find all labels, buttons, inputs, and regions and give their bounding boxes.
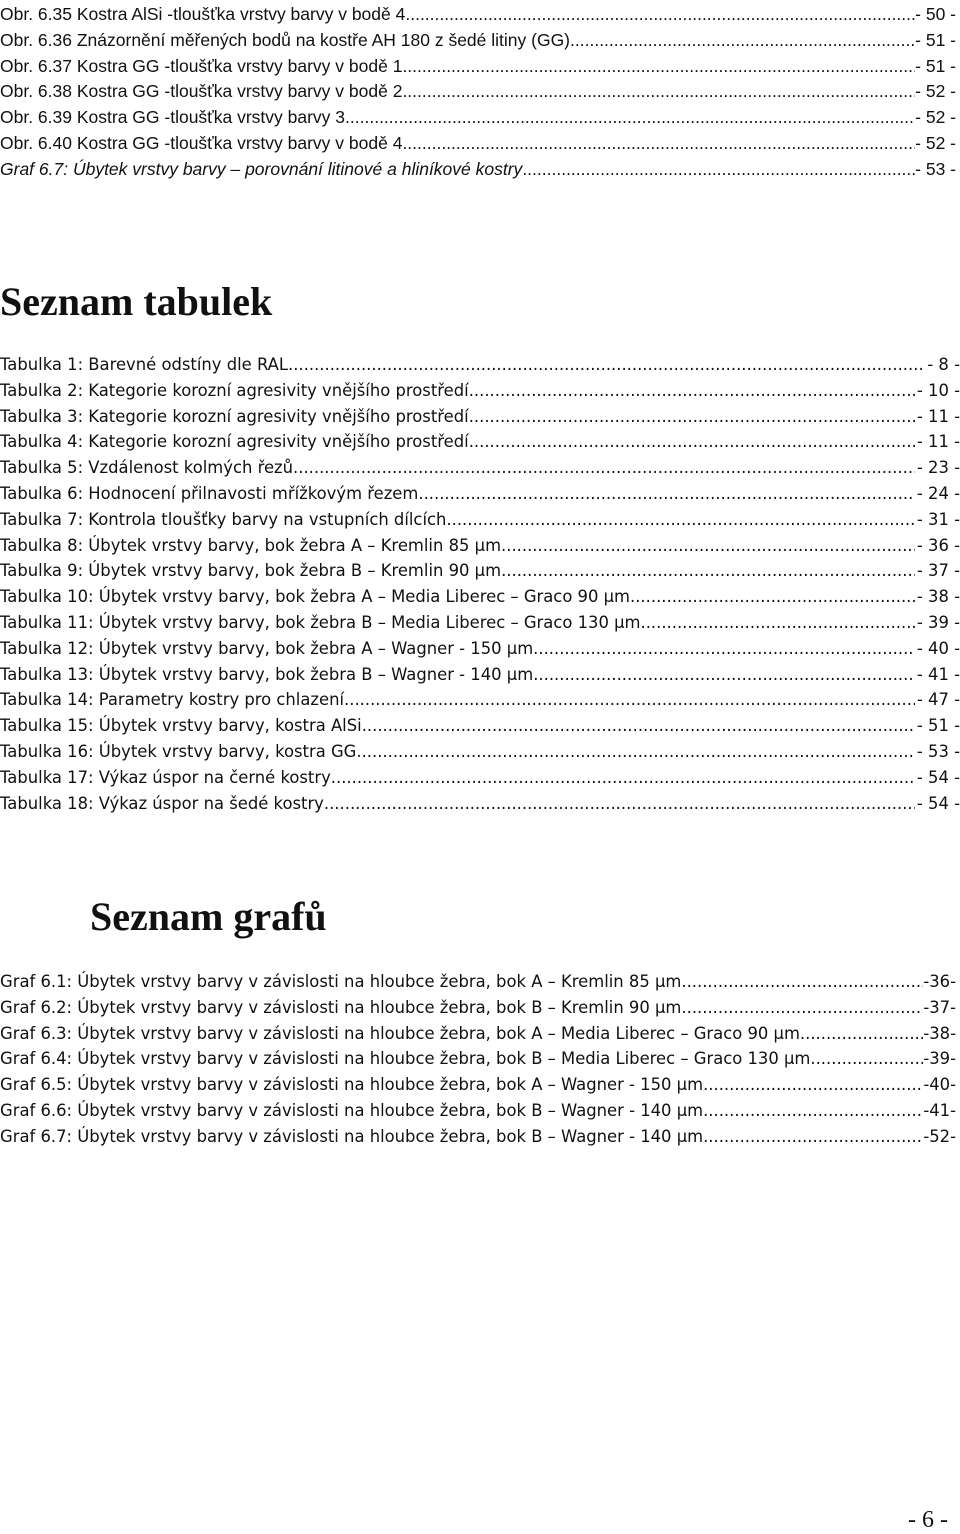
toc-entry-title: Tabulka 3: Kategorie korozní agresivity vnějšího prostředí	[0, 406, 469, 426]
dot-leader	[324, 791, 915, 817]
toc-entry[interactable]	[0, 533, 960, 559]
toc-entry[interactable]	[0, 352, 960, 378]
toc-entry-page: - 52 -	[915, 132, 956, 153]
toc-entry[interactable]	[0, 791, 960, 817]
toc-entry-title: Tabulka 7: Kontrola tloušťky barvy na vstupních dílcích	[0, 509, 447, 529]
toc-entry[interactable]	[0, 765, 960, 791]
toc-entry-title: Graf 6.3: Úbytek vrstvy barvy v závislosti na hloubce žebra, bok A – Media Liberec – Graco 90 µm	[0, 1023, 800, 1043]
toc-entry-page: -36-	[923, 972, 956, 991]
dot-leader	[533, 662, 915, 688]
toc-entry[interactable]	[0, 1021, 956, 1047]
toc-entry[interactable]	[0, 404, 960, 430]
toc-entry[interactable]	[0, 28, 956, 54]
toc-entry-title: Tabulka 17: Výkaz úspor na černé kostry	[0, 767, 331, 787]
toc-entry-title: Obr. 6.35 Kostra AlSi -tloušťka vrstvy barvy v bodě 4	[0, 4, 406, 24]
toc-entry-page: - 40 -	[916, 638, 960, 658]
toc-entry[interactable]	[0, 610, 960, 636]
dot-leader	[681, 969, 923, 995]
toc-entry-title: Tabulka 5: Vzdálenost kolmých řezů	[0, 458, 294, 478]
toc-entry[interactable]	[0, 1046, 956, 1072]
toc-entry-title: Tabulka 16: Úbytek vrstvy barvy, kostra GG	[0, 741, 357, 761]
toc-entry[interactable]	[0, 1098, 956, 1124]
toc-entry[interactable]	[0, 739, 960, 765]
list-of-figures	[0, 2, 956, 183]
dot-leader	[345, 105, 915, 131]
toc-entry[interactable]	[0, 105, 956, 131]
toc-entry-title: Graf 6.7: Úbytek vrstvy barvy v závislosti na hloubce žebra, bok B – Wagner - 140 µm	[0, 1126, 704, 1146]
dot-leader	[288, 352, 925, 378]
toc-entry-page: - 37 -	[916, 561, 960, 581]
toc-entry-title: Graf 6.1: Úbytek vrstvy barvy v závislosti na hloubce žebra, bok A – Kremlin 85 µm	[0, 972, 682, 991]
dot-leader	[344, 687, 915, 713]
dot-leader	[703, 1124, 923, 1150]
list-of-tables	[0, 352, 960, 816]
toc-entry-title: Tabulka 13: Úbytek vrstvy barvy, bok žebra B – Wagner - 140 µm	[0, 664, 534, 684]
dot-leader	[293, 455, 915, 481]
toc-entry-page: - 8 -	[927, 355, 960, 374]
dot-leader	[681, 995, 923, 1021]
list-of-graphs	[0, 969, 956, 1150]
toc-entry-title: Obr. 6.37 Kostra GG -tloušťka vrstvy barvy v bodě 1	[0, 55, 403, 76]
toc-entry-title: Tabulka 14: Parametry kostry pro chlazení	[0, 690, 345, 710]
toc-entry-title: Graf 6.5: Úbytek vrstvy barvy v závislosti na hloubce žebra, bok A – Wagner - 150 µm	[0, 1075, 704, 1095]
toc-entry-page: - 36 -	[916, 535, 960, 555]
toc-entry-page: - 51 -	[916, 716, 960, 736]
toc-entry-title: Tabulka 18: Výkaz úspor na šedé kostry	[0, 793, 324, 813]
toc-entry[interactable]	[0, 54, 956, 80]
dot-leader	[402, 79, 915, 105]
toc-entry-title: Tabulka 8: Úbytek vrstvy barvy, bok žebra A – Kremlin 85 µm	[0, 535, 502, 555]
toc-entry[interactable]	[0, 558, 960, 584]
toc-entry-page: - 52 -	[915, 107, 956, 128]
toc-entry[interactable]	[0, 507, 960, 533]
dot-leader	[533, 636, 915, 662]
toc-entry[interactable]	[0, 584, 960, 610]
dot-leader	[501, 533, 915, 559]
toc-entry[interactable]	[0, 969, 956, 995]
toc-entry-title: Tabulka 6: Hodnocení přilnavosti mřížkovým řezem	[0, 483, 419, 503]
toc-entry-page: - 24 -	[916, 483, 960, 503]
dot-leader	[469, 378, 915, 404]
toc-entry-page: - 11 -	[916, 432, 960, 452]
toc-entry-title: Obr. 6.39 Kostra GG -tloušťka vrstvy barvy 3	[0, 107, 346, 128]
toc-entry[interactable]	[0, 378, 960, 404]
toc-entry-page: - 54 -	[916, 793, 960, 813]
dot-leader	[800, 1021, 923, 1047]
toc-entry-page: - 39 -	[916, 612, 960, 632]
toc-entry[interactable]	[0, 636, 960, 662]
toc-entry-title: Tabulka 12: Úbytek vrstvy barvy, bok žebra A – Wagner - 150 µm	[0, 638, 534, 658]
toc-entry-page: -37-	[923, 997, 956, 1017]
dot-leader	[522, 157, 915, 183]
toc-entry-page: - 51 -	[915, 29, 956, 50]
toc-entry-page: -52-	[923, 1126, 956, 1146]
dot-leader	[469, 404, 915, 430]
toc-entry-title: Graf 6.4: Úbytek vrstvy barvy v závislosti na hloubce žebra, bok B – Media Liberec – Graco 130 µm	[0, 1049, 811, 1069]
dot-leader	[362, 713, 915, 739]
toc-entry[interactable]	[0, 713, 960, 739]
dot-leader	[446, 507, 914, 533]
toc-entry[interactable]	[0, 1124, 956, 1150]
toc-entry[interactable]	[0, 1072, 956, 1098]
dot-leader	[402, 131, 915, 157]
toc-entry-page: - 47 -	[916, 690, 960, 710]
toc-entry-page: - 53 -	[915, 158, 956, 179]
toc-entry-page: -41-	[923, 1100, 956, 1120]
toc-entry-title: Graf 6.6: Úbytek vrstvy barvy v závislosti na hloubce žebra, bok B – Wagner - 140 µm	[0, 1100, 704, 1120]
graphs-heading: Seznam grafů	[90, 894, 327, 939]
toc-entry-page: -39-	[923, 1049, 956, 1069]
dot-leader	[402, 54, 915, 80]
toc-entry[interactable]	[0, 79, 956, 105]
toc-entry[interactable]	[0, 662, 960, 688]
toc-entry-title: Tabulka 4: Kategorie korozní agresivity vnějšího prostředí	[0, 432, 469, 452]
toc-entry-title: Obr. 6.38 Kostra GG -tloušťka vrstvy barvy v bodě 2	[0, 81, 403, 102]
toc-entry-page: - 41 -	[916, 664, 960, 684]
toc-entry-title: Graf 6.2: Úbytek vrstvy barvy v závislosti na hloubce žebra, bok B – Kremlin 90 µm	[0, 997, 682, 1017]
dot-leader	[703, 1072, 923, 1098]
toc-entry[interactable]	[0, 429, 960, 455]
toc-entry-page: - 23 -	[916, 458, 960, 478]
dot-leader	[331, 765, 915, 791]
toc-entry[interactable]	[0, 687, 960, 713]
toc-entry-title: Obr. 6.36 Znázornění měřených bodů na kostře AH 180 z šedé litiny (GG)	[0, 29, 571, 50]
dot-leader	[703, 1098, 923, 1124]
dot-leader	[418, 481, 915, 507]
toc-entry-title: Tabulka 15: Úbytek vrstvy barvy, kostra AlSi	[0, 716, 362, 736]
toc-entry-page: - 31 -	[916, 509, 960, 529]
toc-entry[interactable]	[0, 131, 956, 157]
toc-entry-page: - 54 -	[916, 767, 960, 787]
page-number: - 6 -	[908, 1507, 948, 1533]
toc-entry-page: -38-	[923, 1023, 956, 1043]
toc-entry-title: Tabulka 9: Úbytek vrstvy barvy, bok žebra B – Kremlin 90 µm	[0, 561, 502, 581]
dot-leader	[469, 429, 915, 455]
dot-leader	[501, 558, 915, 584]
toc-entry-page: - 52 -	[915, 81, 956, 102]
dot-leader	[570, 28, 915, 54]
toc-entry-title: Tabulka 1: Barevné odstíny dle RAL	[0, 355, 289, 374]
dot-leader	[640, 610, 914, 636]
toc-entry[interactable]	[0, 995, 956, 1021]
toc-entry-page: -40-	[923, 1075, 956, 1095]
toc-entry-title: Obr. 6.40 Kostra GG -tloušťka vrstvy barvy v bodě 4	[0, 132, 403, 153]
toc-entry-title: Tabulka 2: Kategorie korozní agresivity vnějšího prostředí	[0, 380, 469, 400]
dot-leader	[356, 739, 915, 765]
tables-heading: Seznam tabulek	[0, 279, 273, 324]
toc-entry-page: - 51 -	[915, 55, 956, 76]
toc-entry[interactable]	[0, 455, 960, 481]
toc-entry-title: Graf 6.7: Úbytek vrstvy barvy – porovnání litinové a hliníkové kostry	[0, 158, 523, 179]
toc-entry[interactable]	[0, 157, 956, 183]
dot-leader	[630, 584, 915, 610]
toc-entry-page: - 11 -	[916, 406, 960, 426]
toc-entry[interactable]	[0, 2, 956, 28]
toc-entry-title: Tabulka 10: Úbytek vrstvy barvy, bok žebra A – Media Liberec – Graco 90 µm	[0, 587, 631, 607]
dot-leader	[810, 1046, 923, 1072]
toc-entry-title: Tabulka 11: Úbytek vrstvy barvy, bok žebra B – Media Liberec – Graco 130 µm	[0, 612, 641, 632]
dot-leader	[405, 2, 915, 28]
toc-entry-page: - 53 -	[916, 741, 960, 761]
toc-entry-page: - 38 -	[916, 587, 960, 607]
toc-entry-page: - 10 -	[916, 380, 960, 400]
toc-entry[interactable]	[0, 481, 960, 507]
toc-entry-page: - 50 -	[915, 4, 956, 24]
